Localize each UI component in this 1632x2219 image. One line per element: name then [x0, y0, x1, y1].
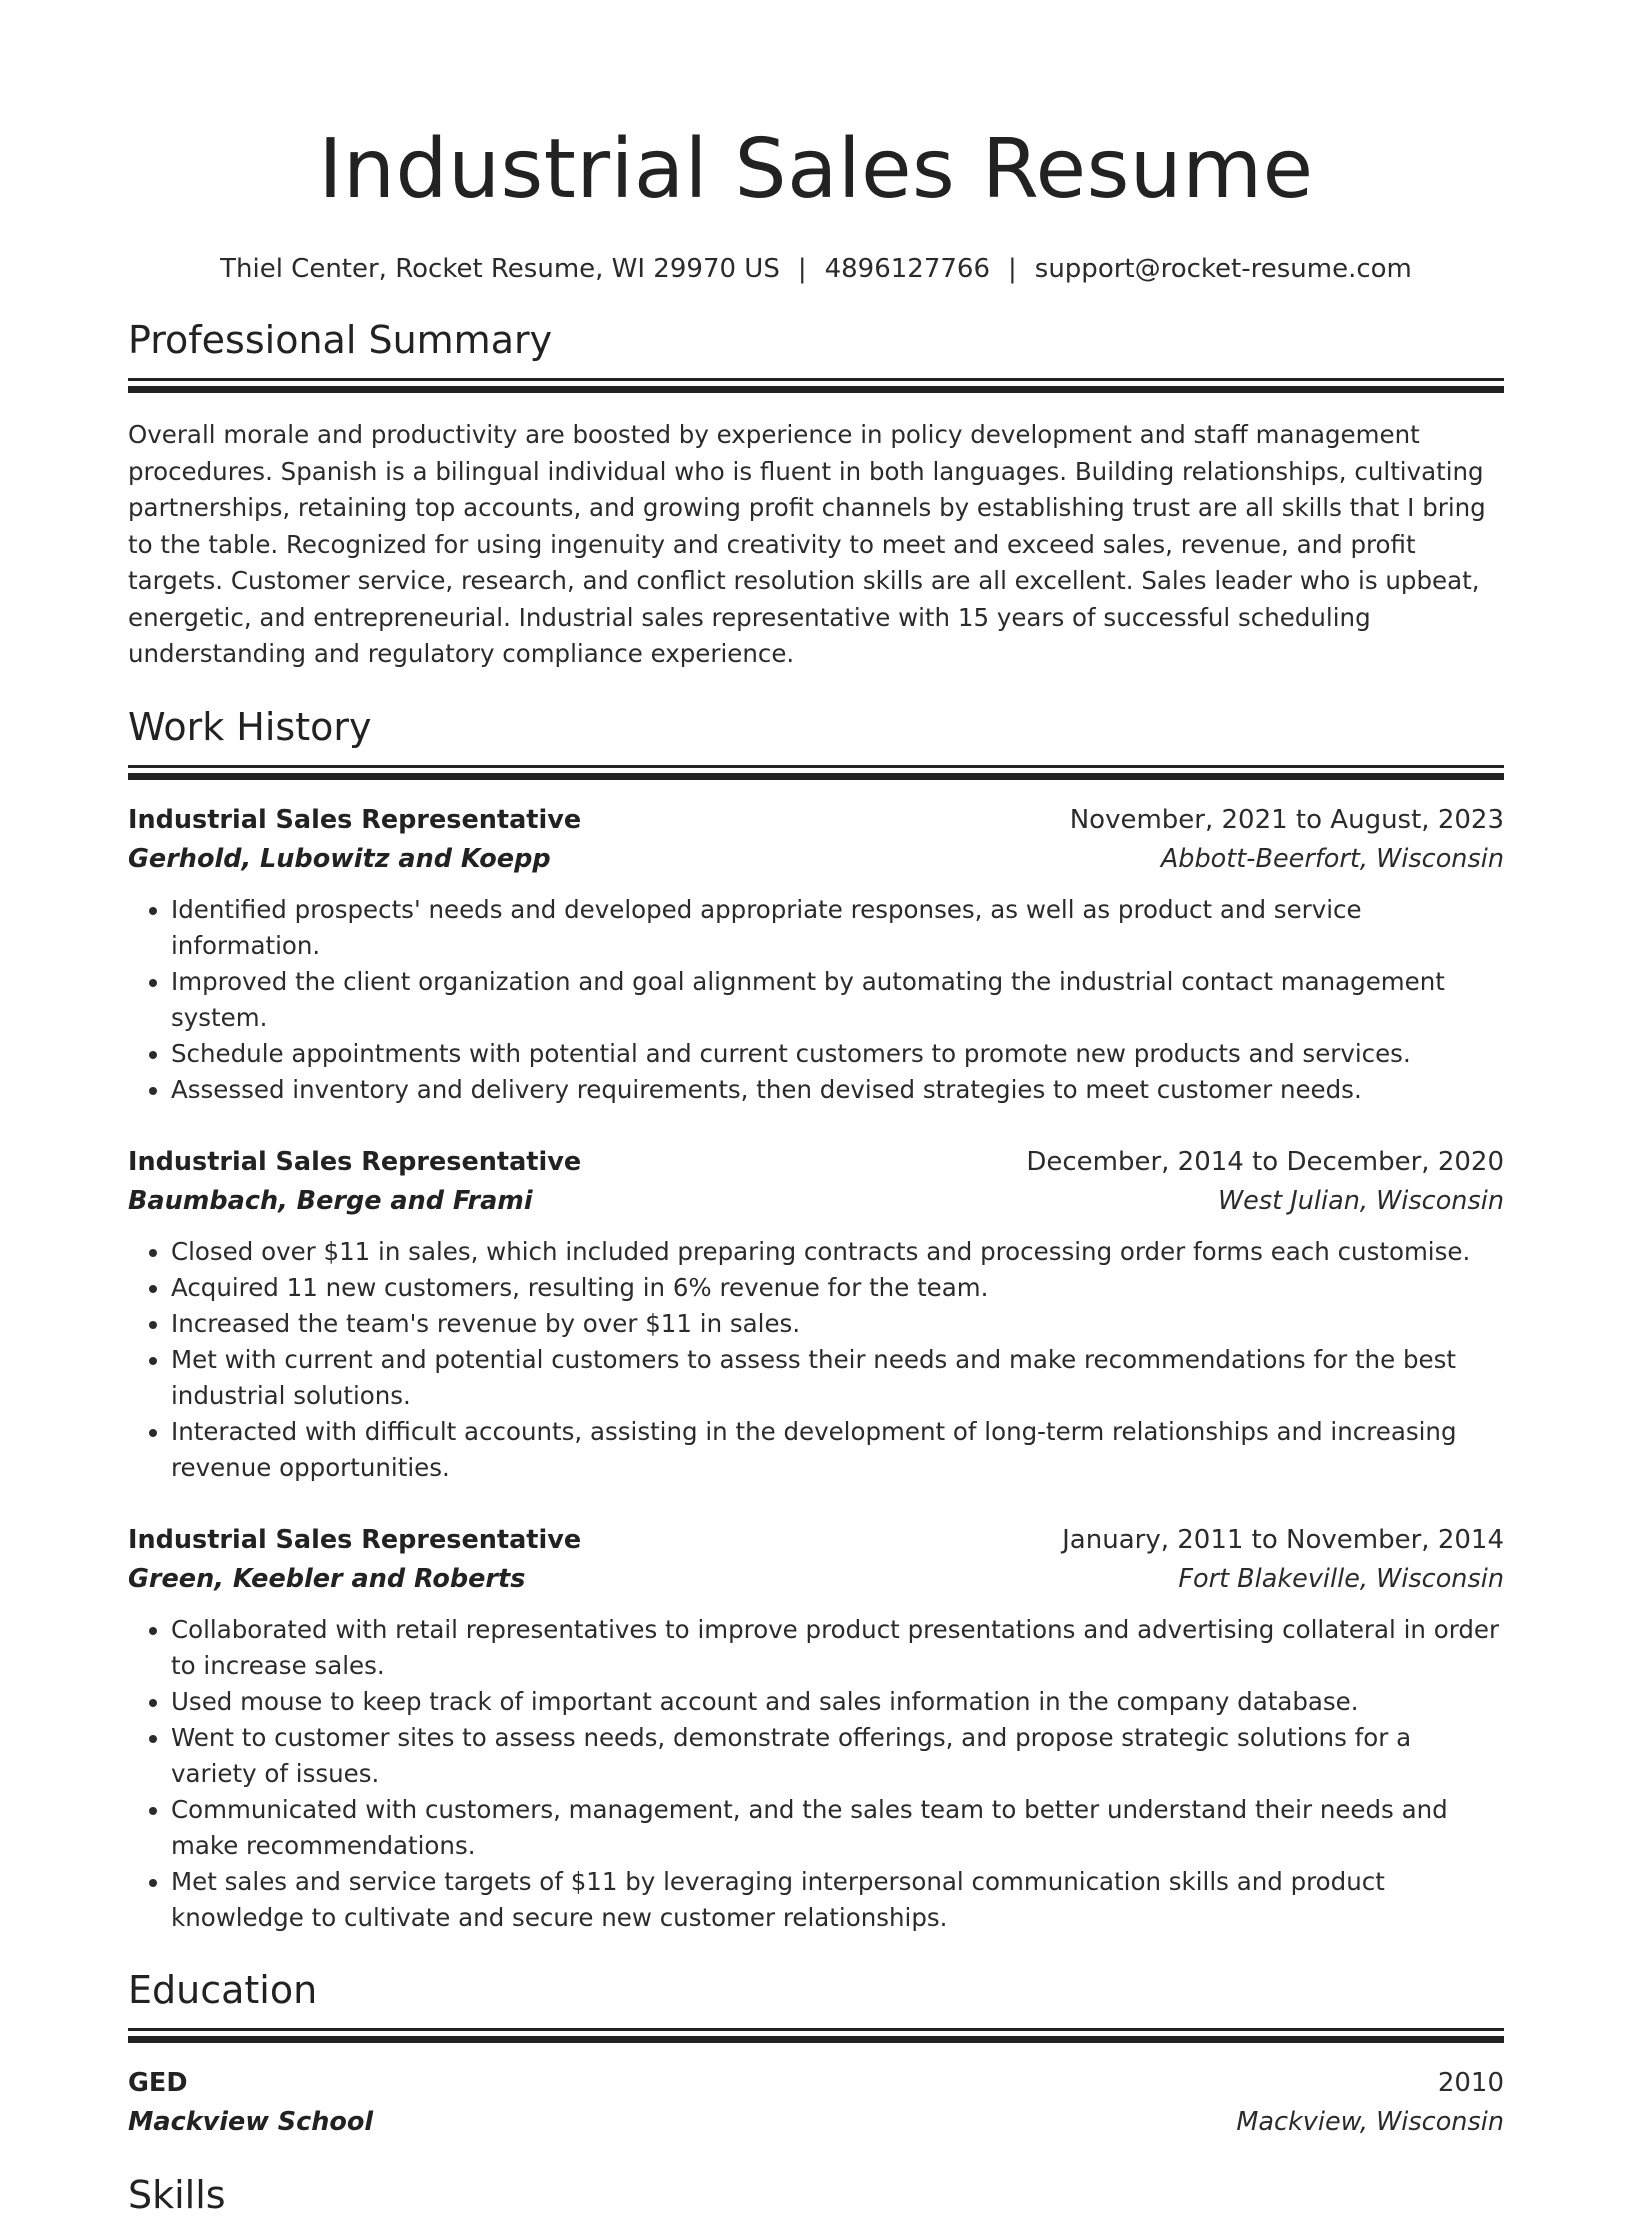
list-item: • Increased the team's revenue by over $11 in sales. — [171, 1306, 1504, 1342]
job-dates: December, 2014 to December, 2020 — [1026, 1146, 1504, 1177]
education-school: Mackview School — [128, 2106, 374, 2137]
education-entry — [128, 2063, 1504, 2141]
list-item: • Schedule appointments with potential and current customers to promote new products and services. — [171, 1036, 1504, 1072]
job-location: West Julian, Wisconsin — [1217, 1185, 1504, 1216]
list-item: • Met with current and potential customers to assess their needs and make recommendations for the best industrial solutions. — [171, 1342, 1504, 1414]
list-item: • Assessed inventory and delivery requirements, then devised strategies to meet customer needs. — [171, 1072, 1504, 1108]
job-entry — [128, 800, 1504, 1108]
contact-separator: | — [797, 254, 807, 284]
education-section — [128, 1966, 1504, 2141]
job-dates: January, 2011 to November, 2014 — [1062, 1524, 1504, 1555]
summary-heading: Professional Summary — [128, 318, 553, 362]
job-employer: Green, Keebler and Roberts — [128, 1563, 526, 1594]
page-title: Industrial Sales Resume — [318, 122, 1314, 217]
contact-address: Thiel Center, Rocket Resume, WI 29970 US — [220, 254, 780, 284]
contact-separator: | — [1008, 254, 1017, 284]
list-item: • Communicated with customers, management, and the sales team to better understand their needs and make recommendations. — [171, 1792, 1504, 1864]
work-history-heading: Work History — [128, 704, 372, 749]
list-item: • Improved the client organization and goal alignment by automating the industrial contact management system. — [171, 964, 1504, 1036]
job-dates: November, 2021 to August, 2023 — [1069, 804, 1504, 835]
skills-section — [128, 2171, 1504, 2219]
job-entry — [128, 1142, 1504, 1486]
list-item: • Met sales and service targets of $11 by leveraging interpersonal communication skills and product knowledge to cultivate and secure new customer relationships. — [171, 1864, 1504, 1936]
education-location: Mackview, Wisconsin — [1236, 2106, 1504, 2137]
list-item: • Acquired 11 new customers, resulting in 6% revenue for the team. — [171, 1270, 1504, 1306]
list-item: • Closed over $11 in sales, which included preparing contracts and processing order forms each customise. — [171, 1234, 1504, 1270]
section-divider — [128, 378, 1504, 395]
section-divider — [128, 765, 1504, 782]
education-degree: GED — [128, 2067, 188, 2098]
list-item: • Identified prospects' needs and developed appropriate responses, as well as product and service information. — [171, 892, 1504, 964]
job-entry — [128, 1520, 1504, 1936]
section-divider — [128, 2028, 1504, 2045]
list-item: • Used mouse to keep track of important account and sales information in the company database. — [171, 1684, 1504, 1720]
job-location: Abbott-Beerfort, Wisconsin — [1160, 843, 1504, 874]
contact-email: support@rocket-resume.com — [1034, 254, 1412, 284]
job-bullets — [128, 1612, 1504, 1936]
list-item: • Went to customer sites to assess needs, demonstrate offerings, and propose strategic solutions for a variety of issues. — [171, 1720, 1504, 1792]
job-title: Industrial Sales Representative — [128, 1524, 582, 1555]
summary-text: Overall morale and productivity are boosted by experience in policy development and staff management procedures. Spanish is a bilingual individual who is fluent in both languages. Building relationships, cultivating partnerships, retaining top accounts, and growing profit channels by establishing trust are all skills that I bring to the table. Recognized for using ingenuity and creativity to meet and exceed sales, revenue, and profit targets. Customer service, research, and conflict resolution skills are all excellent. Sales leader who is upbeat, energetic, and entrepreneurial. Industrial sales representative with 15 years of successful scheduling understanding and regulatory compliance experience. — [128, 420, 1486, 668]
job-bullets — [128, 1234, 1504, 1486]
education-year: 2010 — [1437, 2067, 1504, 2098]
education-heading: Education — [128, 1967, 318, 2012]
job-location: Fort Blakeville, Wisconsin — [1178, 1563, 1504, 1594]
job-employer: Baumbach, Berge and Frami — [128, 1185, 533, 1216]
list-item: • Interacted with difficult accounts, assisting in the development of long-term relationships and increasing revenue opportunities. — [171, 1414, 1504, 1486]
job-bullets — [128, 892, 1504, 1108]
job-employer: Gerhold, Lubowitz and Koepp — [128, 843, 551, 874]
job-title: Industrial Sales Representative — [128, 804, 582, 835]
contact-phone: 4896127766 — [824, 254, 991, 284]
list-item: • Collaborated with retail representatives to improve product presentations and advertising collateral in order to increase sales. — [171, 1612, 1504, 1684]
contact-line — [128, 252, 1504, 286]
summary-section — [128, 316, 1504, 673]
job-title: Industrial Sales Representative — [128, 1146, 582, 1177]
skills-heading: Skills — [128, 2172, 226, 2217]
work-history-section — [128, 703, 1504, 1936]
